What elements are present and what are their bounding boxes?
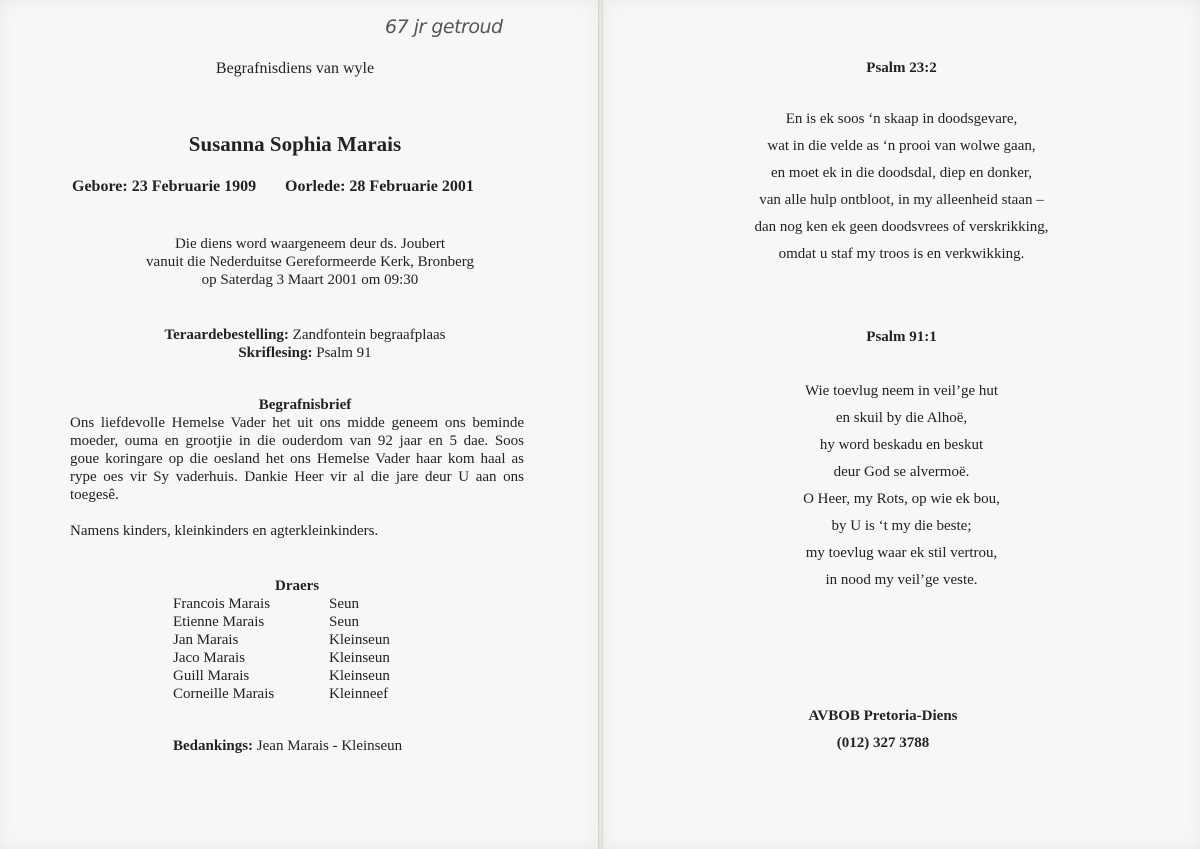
bearer-row xyxy=(173,667,390,685)
birth-date: Gebore: 23 Februarie 1909 xyxy=(72,178,257,195)
letter-line: toegesê. xyxy=(70,487,119,503)
verse-line: van alle hulp ontbloot, in my alleenheid staan – xyxy=(759,192,1044,208)
verse-line: my toevlug waar ek stil vertrou, xyxy=(805,545,998,561)
verse-line: dan nog ken ek geen doodsvrees of verskrikking, xyxy=(754,219,1049,235)
thanks-line xyxy=(173,738,402,755)
handwritten-note-text: 67 jr getroud xyxy=(385,16,503,38)
bearer-name: Corneille Marais xyxy=(173,686,275,702)
verse-line: wat in die velde as ‘n prooi van wolwe gaan, xyxy=(767,138,1036,154)
bearer-row xyxy=(173,613,390,631)
psalm-23-verse xyxy=(603,106,1200,268)
verse-line: hy word beskadu en beskut xyxy=(819,437,984,453)
funeral-home-phone: (012) 327 3788 xyxy=(836,735,930,751)
bearers-list xyxy=(173,595,390,703)
verse-line: Wie toevlug neem in veil’ge hut xyxy=(804,383,999,399)
letter-line: rype oes vir Sy vaderhuis. Dankie Heer vir al die jare deur U aan ons xyxy=(70,469,524,485)
intro-line: Begrafnisdiens van wyle xyxy=(215,60,375,77)
verse-line: by U is ‘t my die beste; xyxy=(831,518,972,534)
psalm-91-verse xyxy=(603,378,1200,594)
reading-line xyxy=(0,344,610,362)
bearer-relation: Kleinneef xyxy=(329,686,389,702)
bearer-name: Francois Marais xyxy=(173,596,271,612)
psalm-91-title: Psalm 91:1 xyxy=(866,329,937,345)
closing-line: Namens kinders, kleinkinders en agterkleinkinders. xyxy=(70,523,379,539)
death-date: Oorlede: 28 Februarie 2001 xyxy=(285,178,474,195)
bearer-name: Etienne Marais xyxy=(173,614,265,630)
verse-line: En is ek soos ‘n skaap in doodsgevare, xyxy=(785,111,1018,127)
bearer-relation: Seun xyxy=(329,596,359,612)
burial-value: Zandfontein begraafplaas xyxy=(288,327,446,343)
verse-line: en moet ek in die doodsdal, diep en donker, xyxy=(771,165,1032,181)
bearer-name: Jaco Marais xyxy=(173,650,246,666)
bearer-row xyxy=(173,631,390,649)
psalm-23-title: Psalm 23:2 xyxy=(866,60,937,76)
bearer-name: Jan Marais xyxy=(173,632,239,648)
burial-label: Teraardebestelling: xyxy=(164,327,289,343)
service-line: op Saterdag 3 Maart 2001 om 09:30 xyxy=(201,272,419,288)
verse-line: en skuil by die Alhoë, xyxy=(835,410,968,426)
verse-line: O Heer, my Rots, op wie ek bou, xyxy=(803,491,1000,507)
bearers-title: Draers xyxy=(275,578,320,594)
burial-details xyxy=(0,326,610,362)
bearer-relation: Kleinseun xyxy=(329,650,390,666)
verse-line: in nood my veil’ge veste. xyxy=(825,572,978,588)
letter-body xyxy=(70,414,524,504)
service-line: vanuit die Nederduitse Gereformeerde Kerk, Bronberg xyxy=(146,254,474,270)
verse-line: deur God se alvermoë. xyxy=(833,464,970,480)
service-details xyxy=(0,235,620,289)
service-line: Die diens word waargeneem deur ds. Joubert xyxy=(174,236,446,252)
letter-line: Ons liefdevolle Hemelse Vader het uit ons midde geneem ons beminde xyxy=(70,415,524,431)
deceased-name: Susanna Sophia Marais xyxy=(188,132,402,156)
bearer-relation: Kleinseun xyxy=(329,668,390,684)
reading-value: Psalm 91 xyxy=(312,345,372,361)
funeral-home-name: AVBOB Pretoria-Diens xyxy=(808,708,958,724)
letter-title: Begrafnisbrief xyxy=(258,397,352,413)
handwritten-note xyxy=(385,16,535,50)
bearer-name: Guill Marais xyxy=(173,668,250,684)
bearer-row xyxy=(173,649,390,667)
reading-label: Skriflesing: xyxy=(238,345,313,361)
burial-line xyxy=(0,326,610,344)
thanks-value: Jean Marais - Kleinseun xyxy=(253,738,403,754)
bearer-row xyxy=(173,595,390,613)
bearer-relation: Kleinseun xyxy=(329,632,390,648)
bearer-relation: Seun xyxy=(329,614,359,630)
thanks-label: Bedankings: xyxy=(173,738,254,754)
bearer-row xyxy=(173,685,390,703)
verse-line: omdat u staf my troos is en verkwikking. xyxy=(778,246,1025,262)
letter-line: goue koringare op die oesland het ons Hemelse Vader haar kom haal as xyxy=(70,451,524,467)
letter-line: moeder, ouma en grootjie in die ouderdom van 92 jaar en 5 dae. Soos xyxy=(70,433,524,449)
